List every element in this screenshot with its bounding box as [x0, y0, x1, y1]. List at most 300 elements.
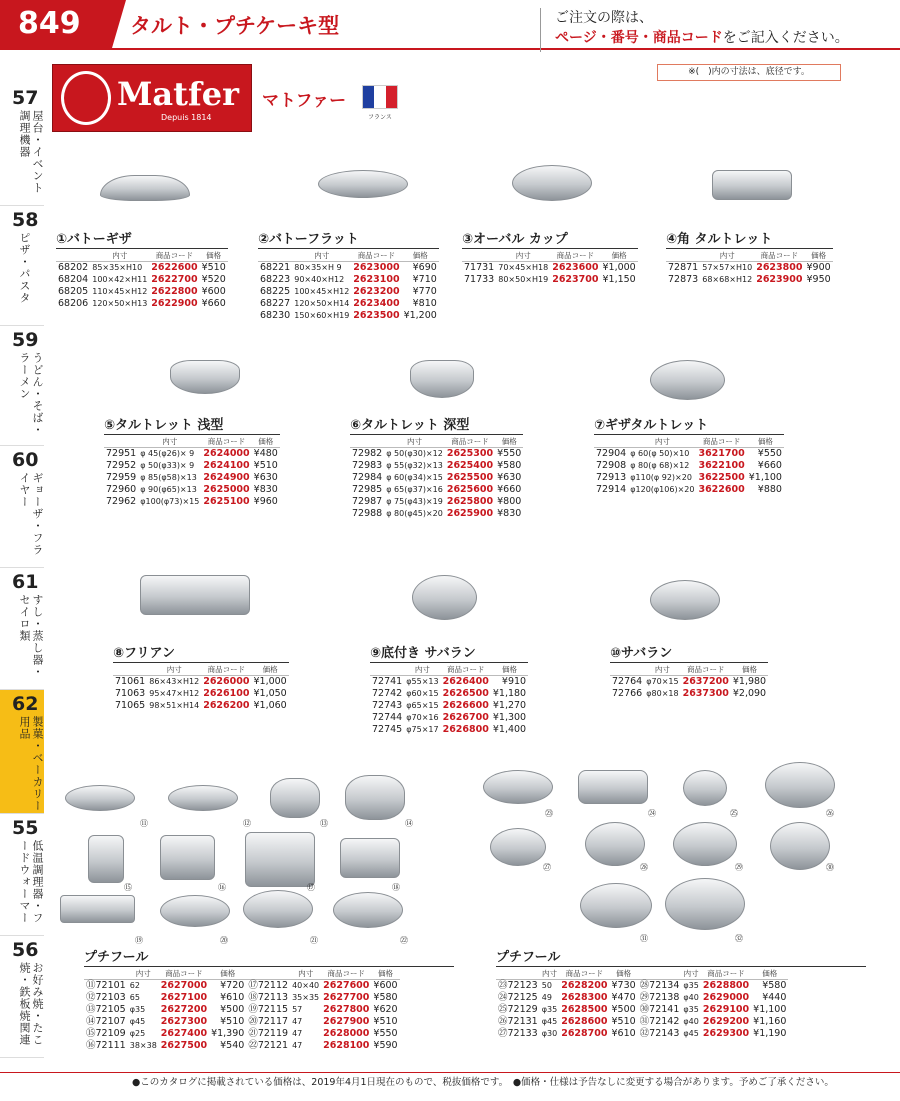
- column-header: 価格: [491, 664, 528, 676]
- price: ¥440: [762, 992, 787, 1003]
- product-code: 3622500: [698, 472, 745, 483]
- column-header: 価格: [804, 250, 832, 262]
- price: ¥550: [373, 1028, 398, 1039]
- product-code: 2623100: [353, 274, 400, 285]
- sidebar-item-label: 屋台・イベント調理機器: [18, 110, 44, 194]
- product-code: 2628200: [561, 980, 608, 991]
- item-number: 72960: [106, 484, 137, 495]
- table-row: [258, 274, 439, 286]
- column-header: [462, 250, 496, 262]
- size: φ 50(φ30)×12: [386, 449, 443, 458]
- table-row: [462, 262, 638, 275]
- item-number: 72904: [596, 448, 627, 459]
- table-row: [258, 286, 439, 298]
- column-header: 価格: [731, 664, 768, 676]
- price: ¥1,390: [211, 1028, 245, 1039]
- petite-four-left: [84, 946, 454, 1052]
- column-header: 内寸: [384, 436, 445, 448]
- petite-four-right: [496, 946, 866, 1040]
- size: 100×42×H11: [92, 275, 148, 284]
- mold-image-12: [168, 785, 238, 811]
- mold-image-21: [243, 890, 313, 928]
- product-code: 2625900: [446, 508, 494, 519]
- product-code: 2637200: [682, 676, 729, 687]
- size: φ 90(φ65)×13: [140, 485, 197, 494]
- column-header: 商品コード: [201, 664, 251, 676]
- mold-image-20: [160, 895, 230, 927]
- mold-image-30: [770, 822, 830, 870]
- logo-text: Matfer: [117, 75, 239, 113]
- order-notice-red: ページ・番号・商品コード: [555, 30, 723, 46]
- product-code: 2623700: [552, 274, 599, 285]
- table-row: [56, 262, 228, 275]
- column-header: 商品コード: [149, 250, 199, 262]
- column-header: 内寸: [681, 968, 700, 980]
- product-code: 2626500: [442, 688, 489, 699]
- price: ¥610: [220, 992, 245, 1003]
- column-header: 商品コード: [550, 250, 600, 262]
- product-table: [350, 436, 523, 520]
- column-header: 価格: [600, 250, 637, 262]
- mold-image-28: [585, 822, 645, 866]
- product-block-9: [370, 642, 528, 736]
- mold-image-31: [580, 883, 652, 928]
- sidebar-item-62[interactable]: [0, 690, 44, 814]
- product-code: 2628600: [561, 1016, 608, 1027]
- column-header: [350, 436, 384, 448]
- column-header: 価格: [209, 968, 246, 980]
- table-row: [350, 484, 523, 496]
- price: ¥1,160: [753, 1016, 787, 1027]
- product-title: ⑦ギザタルトレット: [594, 414, 784, 435]
- table-row: [610, 676, 768, 689]
- item-number: ⑳72117: [248, 1016, 289, 1027]
- table-row: [496, 1004, 788, 1016]
- product-block-6: [350, 414, 523, 520]
- price: ¥1,050: [253, 688, 287, 699]
- size: 49: [541, 993, 552, 1002]
- page-title: タルト・プチケーキ型: [130, 14, 340, 38]
- table-row: [84, 1004, 400, 1016]
- item-number: 72982: [352, 448, 383, 459]
- product-code: 2625300: [446, 448, 494, 459]
- sidebar-item-label: お好み焼・たこ焼・鉄板焼関連: [18, 962, 44, 1046]
- price: ¥880: [757, 484, 782, 495]
- price: ¥1,400: [492, 724, 527, 735]
- sidebar-item-57[interactable]: [0, 84, 44, 206]
- size: 80×35×H 9: [294, 263, 342, 272]
- mold-marker: ⑬: [320, 819, 328, 828]
- table-header: [610, 664, 768, 676]
- item-number: ⑲72115: [248, 1004, 289, 1015]
- product-block-10: [610, 642, 768, 700]
- mold-image-9: [412, 575, 477, 620]
- price: ¥730: [611, 980, 636, 991]
- sidebar-item-number: 61: [12, 571, 39, 593]
- table-row: [462, 274, 638, 286]
- price: ¥1,270: [492, 700, 527, 711]
- size: φ40: [683, 1017, 699, 1026]
- size: φ55×13: [406, 677, 439, 686]
- mold-image-11: [65, 785, 135, 811]
- price: ¥950: [806, 274, 831, 285]
- sidebar-item-58[interactable]: [0, 206, 44, 326]
- table-row: [84, 992, 400, 1004]
- table-row: [496, 992, 788, 1004]
- product-code: 2628800: [702, 980, 750, 991]
- item-number: ㉙72138: [639, 992, 680, 1003]
- price: ¥630: [253, 472, 278, 483]
- column-header: 内寸: [404, 664, 440, 676]
- product-code: 2629300: [702, 1028, 750, 1039]
- sidebar-item-label: ピザ・パスタ: [18, 232, 31, 304]
- product-title: プチフール: [84, 946, 454, 967]
- column-header: 商品コード: [445, 436, 495, 448]
- product-code: 2626600: [442, 700, 489, 711]
- mold-marker: ⑮: [124, 883, 132, 892]
- price: ¥910: [501, 676, 527, 687]
- product-table: [610, 664, 768, 700]
- product-code: 2627500: [160, 1040, 208, 1051]
- product-title: ④角 タルトレット: [666, 228, 833, 249]
- table-row: [56, 286, 228, 298]
- product-code: 2628500: [561, 1004, 608, 1015]
- product-title: ①バトーギザ: [56, 228, 228, 249]
- price: ¥510: [253, 460, 278, 471]
- item-number: 71733: [464, 274, 495, 285]
- item-number: 72951: [106, 448, 137, 459]
- table-row: [104, 484, 280, 496]
- product-code: 2629000: [702, 992, 750, 1003]
- table-row: [84, 1040, 400, 1052]
- sidebar-item-label: うどん・そば・ラーメン: [18, 352, 44, 436]
- france-flag-icon: [362, 85, 398, 109]
- country-label: フランス: [368, 114, 392, 121]
- price: ¥520: [201, 274, 226, 285]
- size: φ35: [683, 981, 699, 990]
- product-table: [258, 250, 439, 322]
- item-number: 72983: [352, 460, 383, 471]
- column-header: [594, 436, 628, 448]
- size: φ45: [129, 1017, 146, 1026]
- price: ¥580: [373, 992, 398, 1003]
- price: ¥580: [497, 460, 522, 471]
- table-row: [113, 688, 289, 700]
- table-row: [350, 508, 523, 520]
- item-number: 72745: [372, 724, 403, 735]
- product-code: 3621700: [698, 448, 745, 459]
- price: ¥600: [201, 286, 226, 297]
- size: φ60×15: [406, 689, 439, 698]
- table-row: [496, 1028, 788, 1040]
- price: ¥510: [220, 1016, 245, 1027]
- price: ¥590: [373, 1040, 398, 1051]
- table-row: [370, 700, 528, 712]
- table-row: [370, 712, 528, 724]
- price: ¥1,300: [492, 712, 527, 723]
- sidebar-item-number: 58: [12, 209, 39, 231]
- table-row: [56, 298, 228, 310]
- column-header: 価格: [252, 436, 280, 448]
- item-number: 72741: [372, 676, 403, 687]
- column-header: 内寸: [628, 436, 696, 448]
- table-row: [666, 274, 833, 286]
- price: ¥1,190: [753, 1028, 787, 1039]
- mold-image-6: [410, 360, 474, 398]
- product-table: [462, 250, 638, 286]
- column-header: 商品コード: [351, 250, 401, 262]
- chef-hat-icon: [61, 71, 111, 125]
- product-code: 2625100: [203, 496, 250, 507]
- mold-image-10: [650, 580, 720, 620]
- item-number: 72952: [106, 460, 137, 471]
- price: ¥480: [253, 448, 278, 459]
- mold-marker: ㉔: [648, 809, 656, 818]
- product-code: 2623600: [552, 262, 599, 273]
- size: φ110(φ 92)×20: [630, 473, 692, 482]
- size: φ25: [129, 1029, 146, 1038]
- column-header: 価格: [609, 968, 637, 980]
- product-code: 2624000: [203, 448, 250, 459]
- product-code: 2624100: [203, 460, 250, 471]
- size: φ 65(φ37)×16: [386, 485, 443, 494]
- column-header: 内寸: [290, 968, 321, 980]
- product-code: 2627000: [160, 980, 208, 991]
- product-table: [104, 436, 280, 508]
- column-header: 内寸: [292, 250, 351, 262]
- size: φ45: [683, 1029, 699, 1038]
- page-number: 849: [0, 0, 112, 48]
- price: ¥620: [373, 1004, 398, 1015]
- product-code: 2625600: [446, 484, 494, 495]
- item-number: 72962: [106, 496, 137, 507]
- mold-marker: ㉙: [735, 863, 743, 872]
- size: 35×35: [292, 993, 320, 1002]
- column-header: 商品コード: [441, 664, 491, 676]
- product-code: 2623900: [756, 274, 803, 285]
- item-number: 68223: [260, 274, 291, 285]
- dimension-note: ※( )内の寸法は、底径です。: [657, 64, 841, 81]
- size: 47: [292, 1029, 303, 1038]
- column-header: 価格: [371, 968, 399, 980]
- size: 40×40: [292, 981, 320, 990]
- sidebar-item-61[interactable]: [0, 568, 44, 690]
- column-header: 価格: [200, 250, 228, 262]
- column-header: [666, 250, 700, 262]
- sidebar-item-number: 55: [12, 817, 39, 839]
- size: 86×43×H12: [149, 677, 200, 686]
- item-number: 68206: [58, 298, 89, 309]
- price: ¥660: [757, 460, 782, 471]
- product-table: [594, 436, 784, 496]
- product-table: [666, 250, 833, 286]
- mold-marker: ㉒: [400, 936, 408, 945]
- table-row: [594, 484, 784, 496]
- mold-marker: ⑪: [140, 819, 148, 828]
- mold-image-14: [345, 775, 405, 820]
- product-code: 2627900: [323, 1016, 370, 1027]
- mold-image-29: [673, 822, 737, 866]
- size: 95×47×H12: [149, 689, 200, 698]
- product-block-7: [594, 414, 784, 496]
- item-number: 71061: [115, 676, 146, 687]
- sidebar-item-number: 60: [12, 449, 39, 471]
- product-code: 2624900: [203, 472, 250, 483]
- sidebar-item-59[interactable]: [0, 326, 44, 446]
- product-block-4: [666, 228, 833, 286]
- price: ¥610: [611, 1028, 636, 1039]
- item-number: ⑭72107: [86, 1016, 126, 1027]
- mold-marker: ⑭: [405, 819, 413, 828]
- price: ¥830: [253, 484, 278, 495]
- mold-image-15: [88, 835, 124, 883]
- size: 100×45×H12: [294, 287, 350, 296]
- size: φ35: [129, 1005, 146, 1014]
- product-code: 2622600: [151, 262, 198, 273]
- column-header: 商品コード: [559, 968, 609, 980]
- product-code: 2627100: [160, 992, 208, 1003]
- sidebar-item-56[interactable]: [0, 936, 44, 1058]
- size: φ100(φ73)×15: [140, 497, 200, 506]
- item-number: 72873: [668, 274, 699, 285]
- product-title: ⑨底付き サバラン: [370, 642, 528, 663]
- price: ¥550: [757, 448, 782, 459]
- table-header: [113, 664, 289, 676]
- product-block-2: [258, 228, 439, 322]
- price: ¥960: [253, 496, 278, 507]
- table-row: [350, 460, 523, 472]
- sidebar-item-number: 56: [12, 939, 39, 961]
- size: 57×57×H10: [702, 263, 753, 272]
- item-number: ㉖72131: [498, 1016, 538, 1027]
- item-number: 71065: [115, 700, 146, 711]
- mold-image-18: [340, 838, 400, 878]
- product-code: 2623200: [353, 286, 400, 297]
- price: ¥1,980: [732, 676, 767, 687]
- price: ¥810: [412, 298, 437, 309]
- price: ¥500: [220, 1004, 245, 1015]
- item-number: 72985: [352, 484, 383, 495]
- table-row: [594, 448, 784, 461]
- size: 98×51×H14: [149, 701, 200, 710]
- product-table: [496, 968, 788, 1040]
- size: 38×38: [129, 1041, 157, 1050]
- mold-image-19: [60, 895, 135, 923]
- price: ¥510: [201, 262, 226, 273]
- product-code: 2625800: [446, 496, 494, 507]
- item-number: ㉚72141: [639, 1004, 680, 1015]
- size: φ 80(φ45)×20: [386, 509, 443, 518]
- table-row: [258, 262, 439, 275]
- table-row: [113, 700, 289, 712]
- size: 90×40×H12: [294, 275, 345, 284]
- product-block-8: [113, 642, 289, 712]
- column-header: 商品コード: [201, 436, 251, 448]
- size: 150×60×H19: [294, 311, 350, 320]
- product-title: ⑥タルトレット 深型: [350, 414, 523, 435]
- sidebar-item-55[interactable]: [0, 814, 44, 936]
- table-row: [258, 310, 439, 322]
- table-header: [496, 968, 788, 980]
- item-number: 72766: [612, 688, 643, 699]
- logo-since: Depuis 1814: [161, 113, 212, 122]
- product-title: ②バトーフラット: [258, 228, 439, 249]
- table-header: [666, 250, 833, 262]
- item-number: 72913: [596, 472, 627, 483]
- price: ¥1,060: [253, 700, 287, 711]
- item-number: 72987: [352, 496, 383, 507]
- price: ¥2,090: [732, 688, 767, 699]
- product-code: 2628000: [323, 1028, 370, 1039]
- column-header: 内寸: [540, 968, 559, 980]
- mold-image-17: [245, 832, 315, 887]
- price: ¥900: [806, 262, 831, 273]
- column-header: [246, 968, 290, 980]
- table-row: [84, 1016, 400, 1028]
- sidebar-item-number: 62: [12, 693, 39, 715]
- table-row: [258, 298, 439, 310]
- product-code: 2627600: [323, 980, 370, 991]
- mold-marker: ㉘: [640, 863, 648, 872]
- product-code: 3622600: [698, 484, 745, 495]
- sidebar-item-label: ギョーザ・フライヤー: [18, 472, 44, 556]
- product-code: 2625500: [446, 472, 494, 483]
- price: ¥1,100: [748, 472, 782, 483]
- mold-image-2: [318, 170, 408, 198]
- table-row: [56, 274, 228, 286]
- item-number: 68221: [260, 262, 291, 273]
- size: φ 55(φ32)×13: [386, 461, 443, 470]
- table-row: [370, 724, 528, 736]
- product-code: 2622800: [151, 286, 198, 297]
- mold-image-7: [650, 360, 725, 400]
- size: φ 50(φ33)× 9: [140, 461, 195, 470]
- item-number: ㉕72129: [498, 1004, 538, 1015]
- product-code: 2622900: [151, 298, 198, 309]
- mold-image-24: [578, 770, 648, 804]
- column-header: [113, 664, 147, 676]
- item-number: 72984: [352, 472, 383, 483]
- price: ¥510: [611, 1016, 636, 1027]
- product-code: 2626800: [442, 724, 489, 735]
- mold-image-13: [270, 778, 320, 818]
- sidebar-item-60[interactable]: [0, 446, 44, 568]
- size: 50: [541, 981, 552, 990]
- price: ¥540: [220, 1040, 245, 1051]
- price: ¥720: [220, 980, 245, 991]
- size: φ30: [541, 1029, 558, 1038]
- product-title: ⑧フリアン: [113, 642, 289, 663]
- product-title: ⑩サバラン: [610, 642, 768, 663]
- table-row: [104, 460, 280, 472]
- product-block-1: [56, 228, 228, 310]
- item-number: 72871: [668, 262, 699, 273]
- column-header: 商品コード: [696, 436, 746, 448]
- table-header: [370, 664, 528, 676]
- mold-marker: ㉛: [640, 934, 648, 943]
- column-header: [84, 968, 128, 980]
- item-number: ㉑72119: [248, 1028, 289, 1039]
- price: ¥830: [497, 508, 522, 519]
- sidebar-item-number: 57: [12, 87, 39, 109]
- mold-marker: ㉓: [545, 809, 553, 818]
- column-header: 価格: [251, 664, 288, 676]
- table-row: [104, 496, 280, 508]
- price: ¥660: [497, 484, 522, 495]
- item-number: ㉜72143: [639, 1028, 680, 1039]
- mold-image-25: [683, 770, 727, 806]
- product-code: 2637300: [682, 688, 729, 699]
